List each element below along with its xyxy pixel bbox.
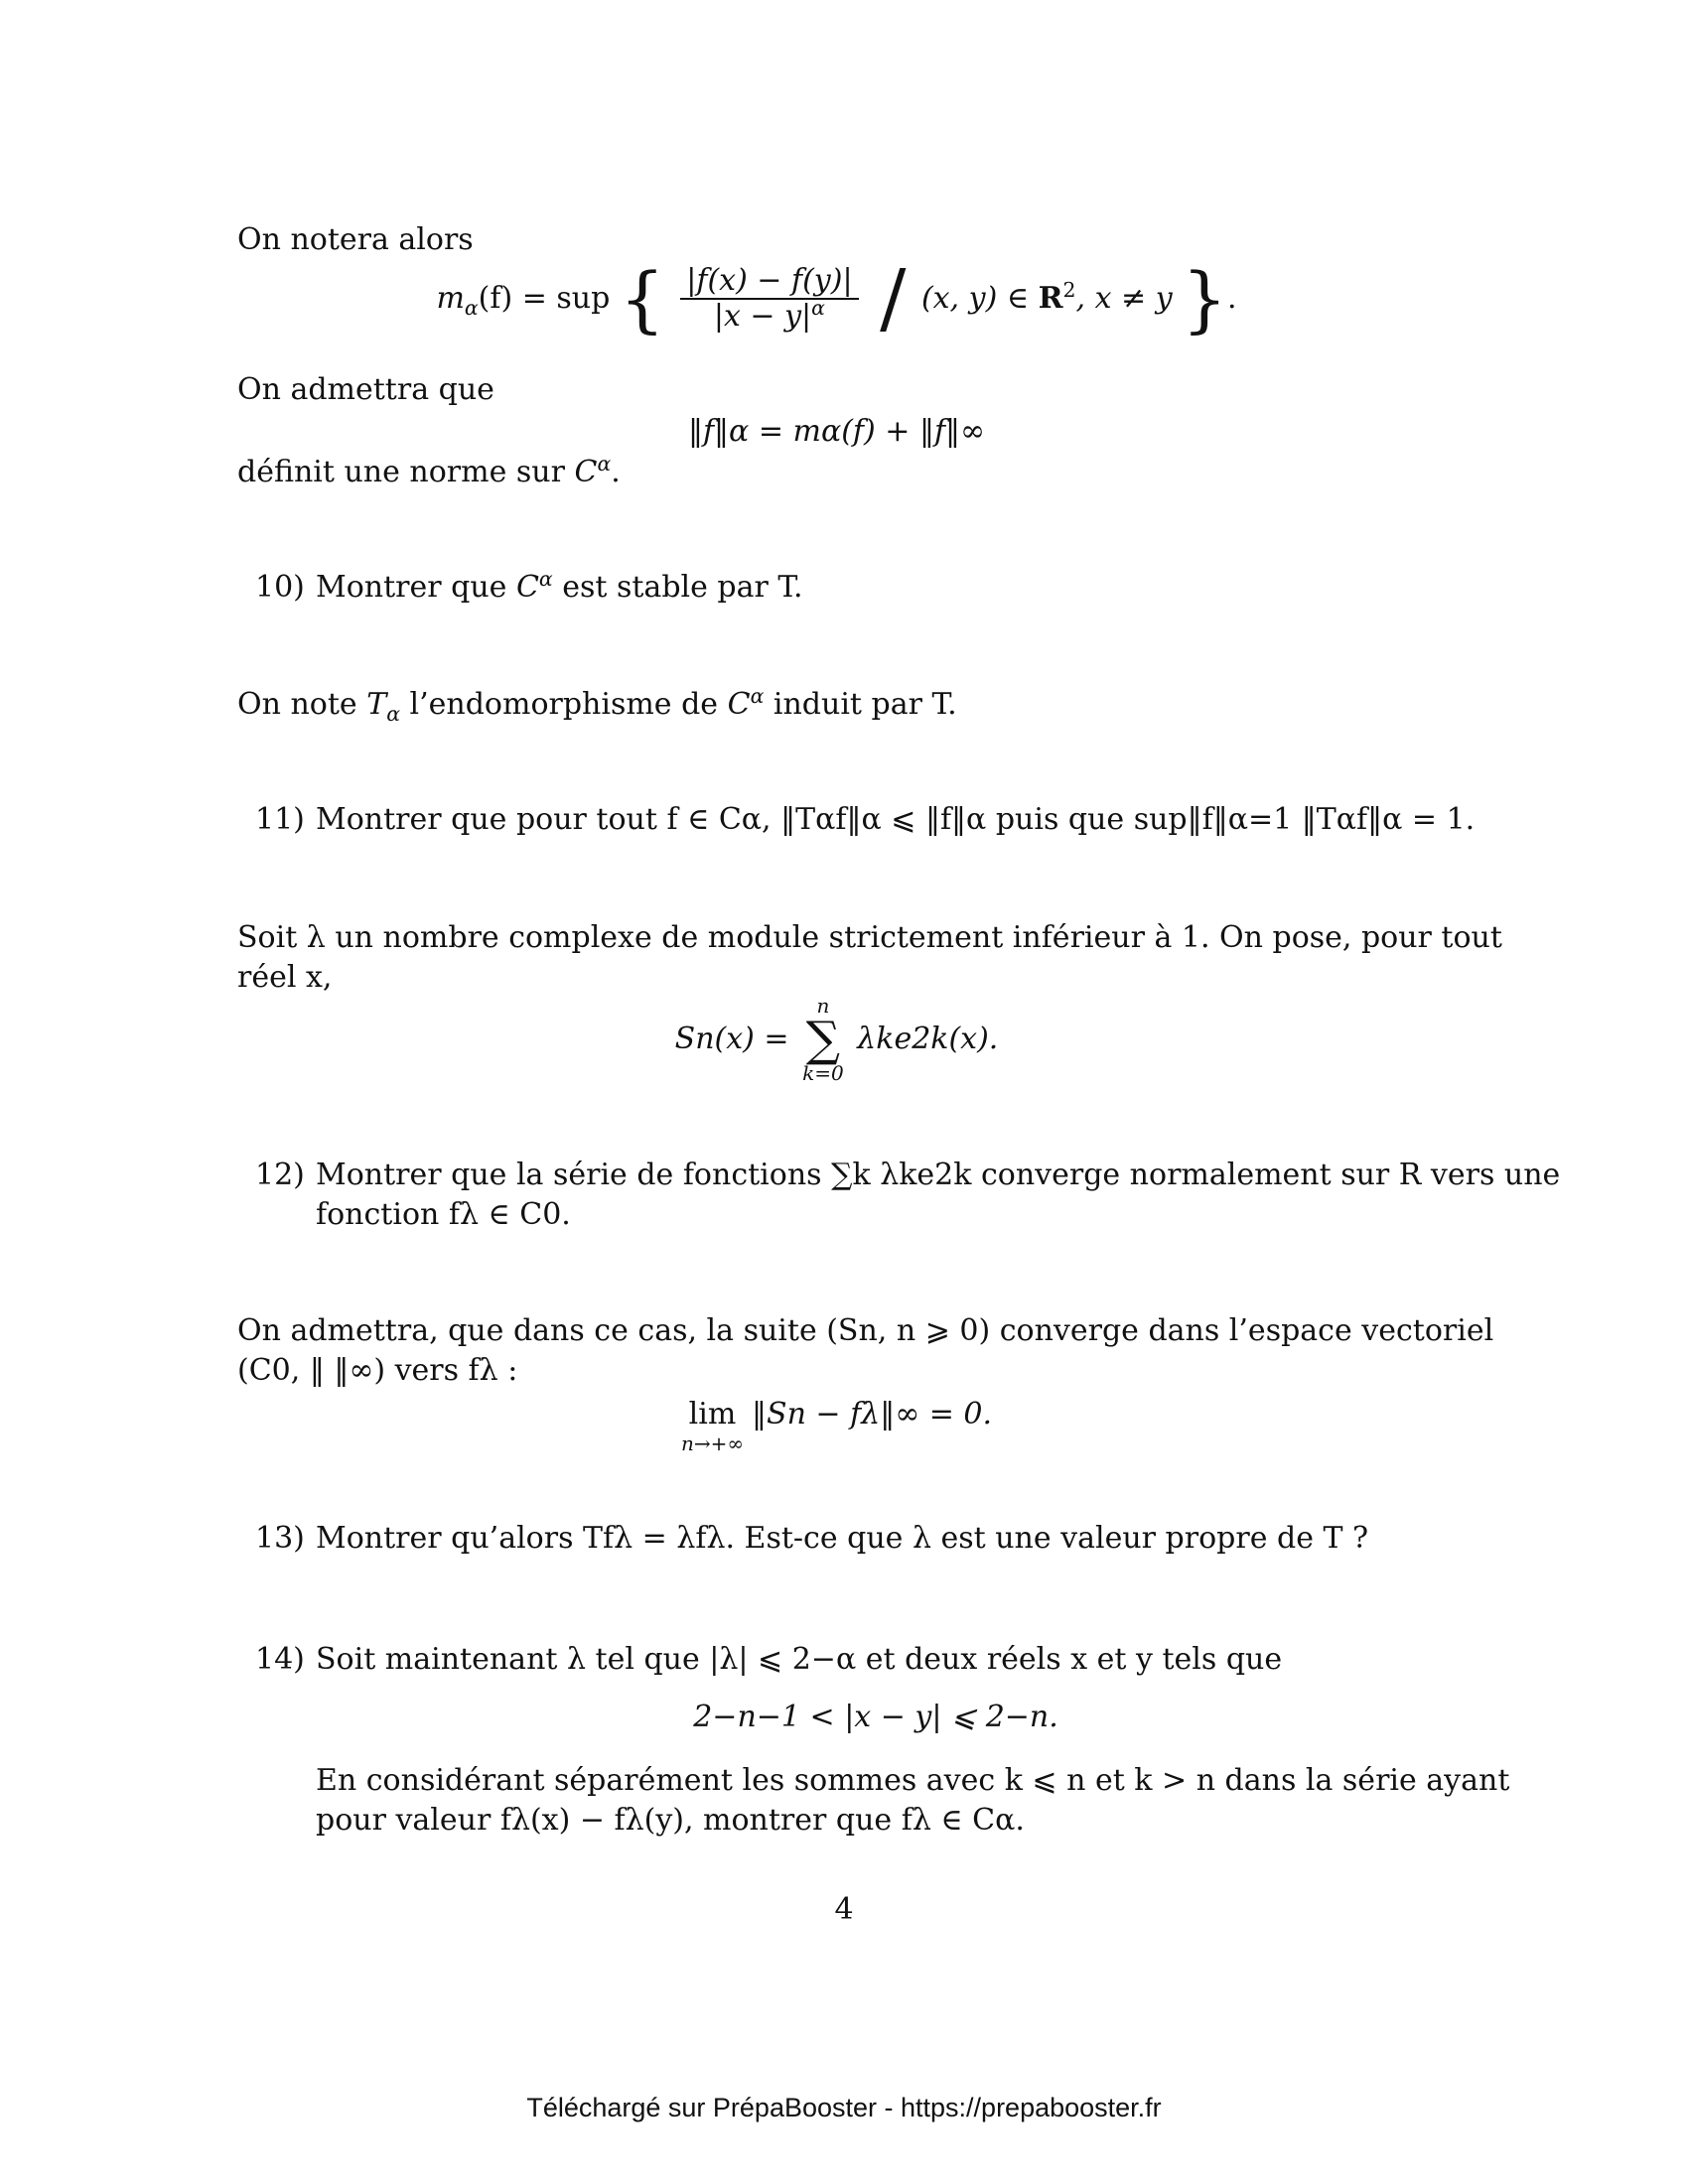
formula-m-alpha <box>237 254 1436 343</box>
lim-operator <box>680 1397 745 1455</box>
intro-admettra: On admettra que <box>237 372 494 407</box>
right-brace: } <box>1182 257 1228 341</box>
Sn-lhs: Sn(x) = <box>674 1022 789 1056</box>
fraction <box>680 263 858 334</box>
question-number: 10) <box>255 570 305 605</box>
question-11 <box>255 800 1476 840</box>
question-number: 13) <box>255 1521 305 1556</box>
m-alpha-lhs-sub: α <box>464 296 479 320</box>
condition: (x, y) ∈ <box>920 281 1039 316</box>
m-alpha-lhs-arg: (f) = sup <box>478 281 611 316</box>
lim-label: lim <box>688 1397 737 1432</box>
question-14-para-line2: pour valeur fλ(x) − fλ(y), montrer que fλ ∈ Cα. <box>316 1803 1025 1838</box>
question-text: Montrer que pour tout f ∈ Cα, ‖Tαf‖α ⩽ ‖f‖α puis que sup‖f‖α=1 ‖Tαf‖α = 1. <box>316 802 1476 837</box>
question-12-line2: fonction fλ ∈ C0. <box>316 1197 571 1232</box>
question-13 <box>255 1519 1436 1559</box>
question-text: Montrer qu’alors Tfλ = λfλ. Est-ce que λ est une valeur propre de T ? <box>316 1521 1369 1556</box>
formula-Sn <box>237 996 1436 1083</box>
download-footer: Téléchargé sur PrépaBooster - https://prepabooster.fr <box>526 2093 1162 2122</box>
question-14 <box>255 1640 1436 1680</box>
reals-set-sup: 2 <box>1062 278 1076 302</box>
page-number: 4 <box>834 1892 854 1927</box>
soit-lambda-line2: réel x, <box>237 960 333 995</box>
left-brace: { <box>619 257 665 341</box>
question-number: 11) <box>255 802 305 837</box>
question-12 <box>255 1156 1561 1195</box>
reals-set: R <box>1038 281 1063 316</box>
question-text-line1: Montrer que la série de fonctions ∑k λke2k converge normalement sur R vers une <box>316 1158 1561 1192</box>
question-14-para-line1: En considérant séparément les sommes avec k ⩽ n et k > n dans la série ayant <box>316 1763 1510 1798</box>
formula-end-dot: . <box>1227 281 1237 316</box>
admettra-cv-line2: (C0, ‖ ‖∞) vers fλ : <box>237 1353 518 1388</box>
condition-tail: , x ≠ y <box>1075 281 1173 316</box>
question-number: 12) <box>255 1158 305 1192</box>
formula-norm: ‖f‖α = mα(f) + ‖f‖∞ <box>687 414 986 449</box>
admettra-cv-line1: On admettra, que dans ce cas, la suite (Sn, n ⩾ 0) converge dans l’espace vectoriel <box>237 1313 1494 1348</box>
fraction-numerator: |f(x) − f(y)| <box>680 266 858 300</box>
formula-lim <box>237 1397 1436 1455</box>
defines-norm: définit une norme sur $C^\alpha$. <box>237 452 621 489</box>
question-number: 14) <box>255 1642 305 1677</box>
sigma-icon: ∑ <box>805 1012 841 1067</box>
m-alpha-lhs: m <box>436 281 465 316</box>
intro-notera: On notera alors <box>237 222 474 257</box>
sum-lower-bound: k=0 <box>802 1061 844 1085</box>
lim-rhs: ‖Sn − fλ‖∞ = 0. <box>752 1397 993 1432</box>
sum-operator <box>802 996 844 1083</box>
fraction-denominator: $|x - y|^\alpha$ <box>713 296 825 334</box>
note-T-alpha: On note $T_\alpha$ l’endomorphisme de $C^\alpha$ induit par T. <box>237 684 957 726</box>
question-10: 10) Montrer que $C^\alpha$ est stable par T. <box>255 568 1436 608</box>
question-14-formula: 2−n−1 < |x − y| ⩽ 2−n. <box>693 1700 1058 1734</box>
sum-upper-bound: n <box>816 994 830 1018</box>
Sn-rhs: λke2k(x). <box>857 1022 999 1056</box>
lim-subscript: n→+∞ <box>680 1432 745 1455</box>
question-text-line1: Soit maintenant λ tel que |λ| ⩽ 2−α et deux réels x et y tels que <box>316 1642 1283 1677</box>
slash-separator: / <box>880 254 907 343</box>
soit-lambda-line1: Soit λ un nombre complexe de module strictement inférieur à 1. On pose, pour tout <box>237 920 1502 955</box>
